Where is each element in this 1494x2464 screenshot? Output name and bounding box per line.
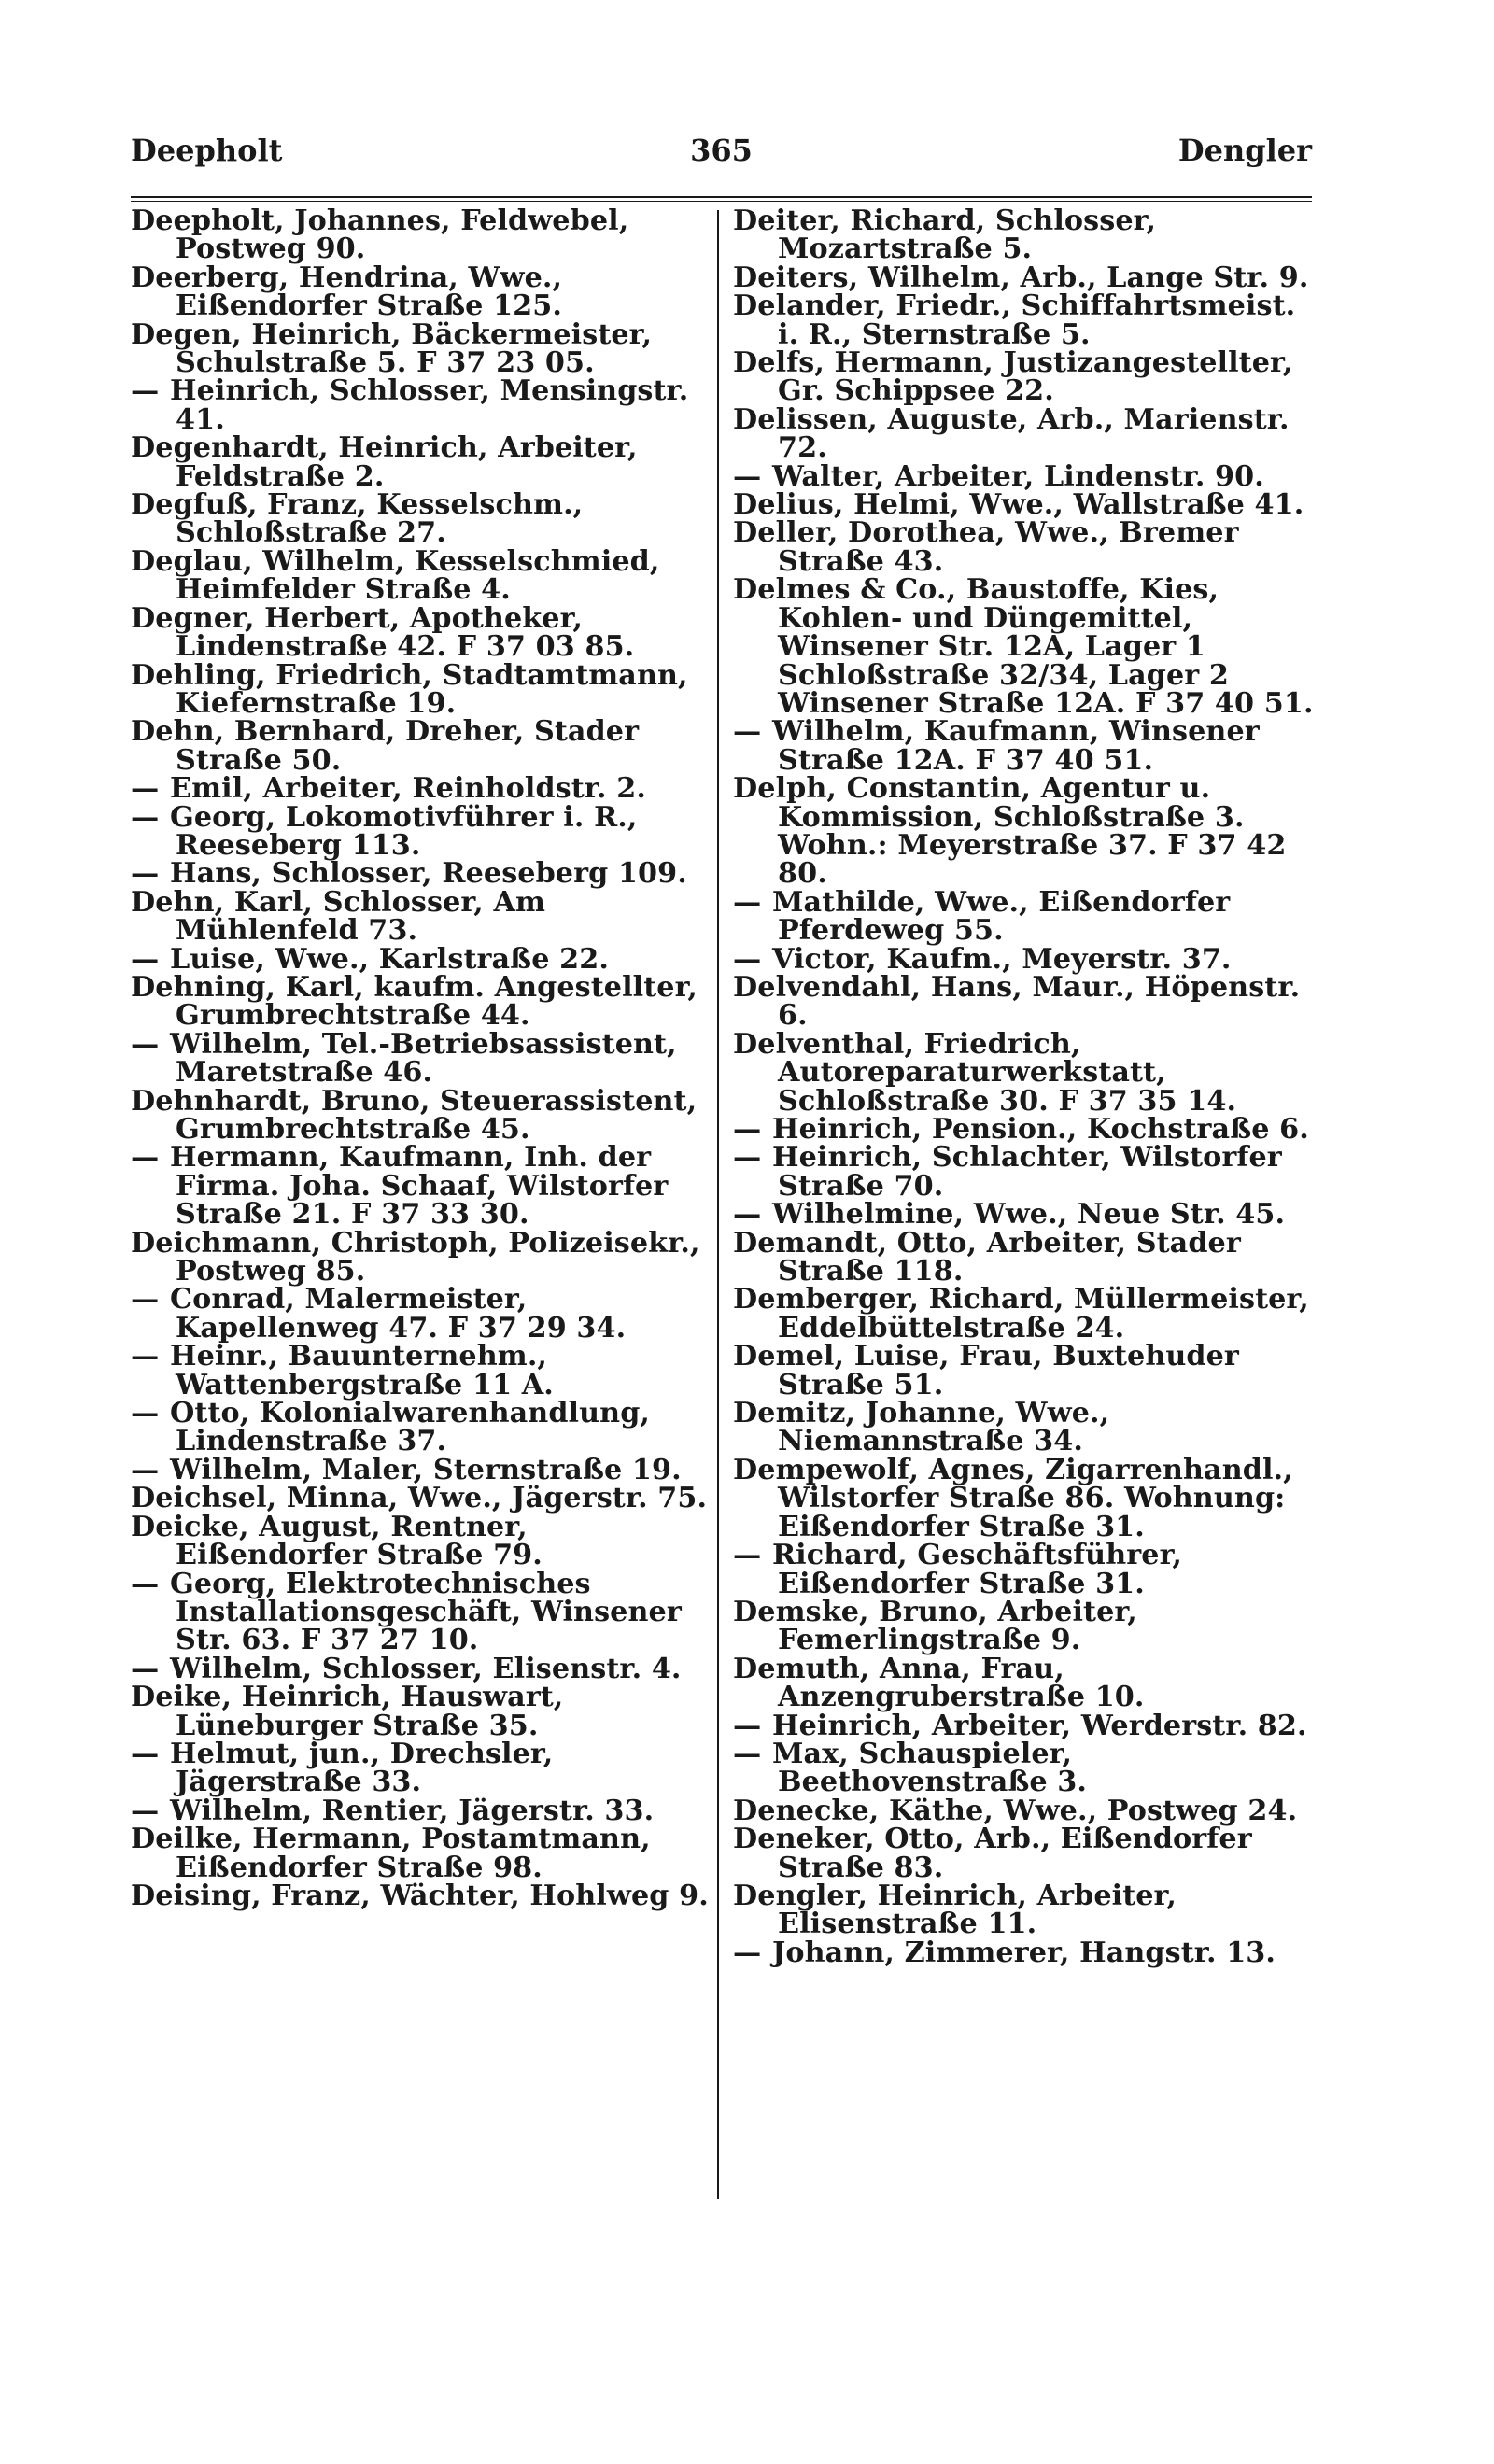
entry-text: Demuth, Anna, Frau, Anzengruberstraße 10.: [733, 1652, 1145, 1714]
entry-text: Delissen, Auguste, Arb., Marienstr. 72.: [733, 402, 1290, 465]
repeat-name-dash: —: [733, 1709, 762, 1742]
directory-entry: [131, 1825, 712, 1882]
directory-entry: [131, 772, 712, 806]
right-column: [733, 204, 1314, 1969]
entry-text: Wilhelm, Maler, Sternstraße 19.: [170, 1453, 682, 1486]
directory-entry: [733, 1226, 1314, 1288]
directory-entry: [733, 772, 1314, 891]
entry-text: Deike, Heinrich, Hauswart, Lüneburger Straße 35.: [131, 1681, 564, 1742]
entry-text: Delius, Helmi, Wwe., Wallstraße 41.: [733, 488, 1304, 522]
header-rule-thin: [131, 201, 1312, 202]
repeat-name-dash: —: [733, 1141, 762, 1175]
repeat-name-dash: —: [733, 1113, 762, 1146]
repeat-name-dash: —: [131, 1027, 160, 1061]
repeat-name-dash: —: [131, 1453, 160, 1486]
entry-text: Dehn, Karl, Schlosser, Am Mühlenfeld 73.: [131, 885, 546, 948]
directory-entry: [131, 1397, 712, 1458]
directory-entry: [733, 1595, 1314, 1657]
repeat-name-dash: —: [131, 857, 160, 891]
entry-text: Deepholt, Johannes, Feldwebel, Postweg 90.: [131, 204, 629, 266]
entry-text: Dehling, Friedrich, Stadtamtmann, Kiefernstraße 19.: [131, 658, 688, 720]
directory-entry: [131, 1482, 712, 1515]
entry-text: Denecke, Käthe, Wwe., Postweg 24.: [733, 1794, 1298, 1827]
page-header: [131, 133, 1312, 181]
directory-entry: [131, 1340, 712, 1401]
directory-entry: [733, 488, 1314, 522]
entry-text: Delph, Constantin, Agentur u. Kommission, Schloßstraße 3. Wohn.: Meyerstraße 37. F 37 42 80.: [733, 772, 1287, 891]
entry-text: Demberger, Richard, Müllermeister, Eddelbüttelstraße 24.: [733, 1283, 1309, 1345]
entry-text: Georg, Lokomotivführer i. R., Reeseberg 113.: [170, 800, 638, 862]
entry-text: Luise, Wwe., Karlstraße 22.: [170, 942, 609, 976]
directory-entry: [733, 1652, 1314, 1714]
directory-entry: [733, 942, 1314, 976]
directory-entry: [733, 289, 1314, 351]
entry-text: Demandt, Otto, Arbeiter, Stader Straße 118.: [733, 1226, 1241, 1288]
entry-text: Conrad, Malermeister, Kapellenweg 47. F 37 29 34.: [170, 1283, 627, 1345]
entry-text: Wilhelm, Rentier, Jägerstr. 33.: [170, 1794, 655, 1827]
repeat-name-dash: —: [131, 1340, 160, 1373]
entry-text: Delfs, Hermann, Justizangestellter, Gr. Schippsee 22.: [733, 346, 1293, 408]
directory-entry: [131, 1737, 712, 1799]
entry-text: Emil, Arbeiter, Reinholdstr. 2.: [170, 772, 646, 806]
entry-text: Delander, Friedr., Schiffahrtsmeist. i. R., Sternstraße 5.: [733, 289, 1296, 351]
entry-text: Degenhardt, Heinrich, Arbeiter, Feldstraße 2.: [131, 431, 638, 493]
directory-entry: [733, 346, 1314, 408]
directory-entry: [131, 1453, 712, 1486]
directory-entry: [131, 1226, 712, 1288]
entry-text: Dempewolf, Agnes, Zigarrenhandl., Wilstorfer Straße 86. Wohnung: Eißendorfer Straße 31.: [733, 1453, 1293, 1543]
repeat-name-dash: —: [733, 1539, 762, 1572]
entry-text: Helmut, jun., Drechsler, Jägerstraße 33.: [170, 1737, 554, 1799]
entry-text: Deilke, Hermann, Postamtmann, Eißendorfer Straße 98.: [131, 1823, 651, 1884]
directory-entry: [131, 374, 712, 436]
entry-text: Degen, Heinrich, Bäckermeister, Schulstraße 5. F 37 23 05.: [131, 317, 653, 380]
entry-text: Dehning, Karl, kaufm. Angestellter, Grumbrechtstraße 44.: [131, 970, 698, 1033]
header-rule: [131, 196, 1312, 198]
directory-entry: [131, 1879, 712, 1912]
entry-text: Deller, Dorothea, Wwe., Bremer Straße 43.: [733, 516, 1239, 578]
directory-entry: [733, 1737, 1314, 1799]
directory-entry: [131, 601, 712, 664]
directory-entry: [733, 1936, 1314, 1969]
repeat-name-dash: —: [131, 374, 160, 408]
directory-entry: [131, 317, 712, 380]
entry-text: Wilhelm, Kaufmann, Winsener Straße 12A. F 37 40 51.: [772, 715, 1260, 777]
entry-text: Wilhelm, Tel.-Betriebsassistent, Maretstraße 46.: [170, 1027, 677, 1090]
entry-text: Deichsel, Minna, Wwe., Jägerstr. 75.: [131, 1482, 708, 1515]
repeat-name-dash: —: [131, 942, 160, 976]
page-number: 365: [690, 133, 753, 168]
directory-entry: [733, 1453, 1314, 1543]
directory-entry: [733, 516, 1314, 578]
directory-entry: [131, 1510, 712, 1572]
entry-text: Deicke, August, Rentner, Eißendorfer Straße 79.: [131, 1510, 543, 1572]
entry-text: Wilhelm, Schlosser, Elisenstr. 4.: [170, 1652, 682, 1685]
directory-entry: [131, 260, 712, 323]
repeat-name-dash: —: [131, 1397, 160, 1430]
repeat-name-dash: —: [131, 1283, 160, 1316]
directory-entry: [733, 260, 1314, 294]
repeat-name-dash: —: [733, 942, 762, 976]
directory-entry: [131, 1652, 712, 1685]
directory-entry: [131, 1567, 712, 1657]
directory-entry: [733, 1198, 1314, 1232]
directory-entry: [733, 1340, 1314, 1401]
entry-text: Heinrich, Pension., Kochstraße 6.: [772, 1113, 1309, 1146]
directory-entry: [733, 1825, 1314, 1882]
left-column: [131, 204, 712, 1912]
directory-entry: [733, 885, 1314, 948]
directory-entry: [733, 459, 1314, 493]
repeat-name-dash: —: [733, 1936, 762, 1969]
directory-entry: [733, 204, 1314, 266]
directory-entry: [131, 857, 712, 891]
directory-entry: [131, 488, 712, 550]
entry-text: Delventhal, Friedrich, Autoreparaturwerkstatt, Schloßstraße 30. F 37 35 14.: [733, 1027, 1237, 1118]
repeat-name-dash: —: [131, 1794, 160, 1827]
repeat-name-dash: —: [131, 1141, 160, 1175]
directory-entry: [733, 402, 1314, 465]
entry-text: Heinrich, Schlachter, Wilstorfer Straße 70.: [772, 1141, 1282, 1203]
directory-entry: [733, 1397, 1314, 1458]
directory-entry: [733, 970, 1314, 1033]
entry-text: Delmes & Co., Baustoffe, Kies, Kohlen- und Düngemittel, Winsener Str. 12A, Lager 1 Schloßstraße 32/34, Lager 2 Winsener Straße 12A. F 37 40 51.: [733, 573, 1314, 720]
header-last-name: Dengler: [1177, 133, 1312, 168]
entry-text: Demel, Luise, Frau, Buxtehuder Straße 51.: [733, 1340, 1239, 1401]
directory-entry: [131, 544, 712, 607]
directory-entry: [131, 800, 712, 862]
directory-entry: [131, 970, 712, 1033]
entry-text: Johann, Zimmerer, Hangstr. 13.: [772, 1936, 1276, 1969]
entry-text: Dengler, Heinrich, Arbeiter, Elisenstraße 11.: [733, 1879, 1177, 1941]
repeat-name-dash: —: [733, 885, 762, 919]
directory-entry: [131, 942, 712, 976]
entry-text: Deneker, Otto, Arb., Eißendorfer Straße 83.: [733, 1823, 1252, 1884]
directory-entry: [733, 573, 1314, 720]
directory-entry: [131, 1084, 712, 1146]
repeat-name-dash: —: [733, 459, 762, 493]
repeat-name-dash: —: [131, 1652, 160, 1685]
directory-entry: [733, 715, 1314, 777]
entry-text: Deiters, Wilhelm, Arb., Lange Str. 9.: [733, 260, 1309, 294]
entry-text: Delvendahl, Hans, Maur., Höpenstr. 6.: [733, 970, 1301, 1033]
entry-text: Otto, Kolonialwarenhandlung, Lindenstraße 37.: [170, 1397, 651, 1458]
directory-entry: [733, 1709, 1314, 1742]
repeat-name-dash: —: [131, 1737, 160, 1770]
repeat-name-dash: —: [733, 1737, 762, 1770]
directory-entry: [733, 1539, 1314, 1600]
entry-text: Deerberg, Hendrina, Wwe., Eißendorfer Straße 125.: [131, 260, 563, 323]
directory-entry: [131, 658, 712, 720]
entry-text: Richard, Geschäftsführer, Eißendorfer Straße 31.: [772, 1539, 1182, 1600]
directory-entry: [131, 1141, 712, 1232]
entry-text: Degfuß, Franz, Kesselschm., Schloßstraße 27.: [131, 488, 584, 550]
entry-text: Dehnhardt, Bruno, Steuerassistent, Grumbrechtstraße 45.: [131, 1084, 698, 1146]
entry-text: Mathilde, Wwe., Eißendorfer Pferdeweg 55.: [772, 885, 1231, 948]
directory-entry: [733, 1794, 1314, 1827]
entry-text: Deglau, Wilhelm, Kesselschmied, Heimfelder Straße 4.: [131, 544, 660, 607]
repeat-name-dash: —: [733, 715, 762, 749]
entry-text: Deichmann, Christoph, Polizeisekr., Postweg 85.: [131, 1226, 700, 1288]
entry-text: Demitz, Johanne, Wwe., Niemannstraße 34.: [733, 1397, 1110, 1458]
entry-text: Walter, Arbeiter, Lindenstr. 90.: [772, 459, 1264, 493]
directory-entry: [733, 1141, 1314, 1203]
repeat-name-dash: —: [131, 772, 160, 806]
entry-text: Georg, Elektrotechnisches Installationsgeschäft, Winsener Str. 63. F 37 27 10.: [170, 1567, 682, 1657]
entry-text: Heinrich, Schlosser, Mensingstr. 41.: [170, 374, 689, 436]
entry-text: Hans, Schlosser, Reeseberg 109.: [170, 857, 687, 891]
directory-entry: [131, 1283, 712, 1345]
header-first-name: Deepholt: [131, 133, 283, 168]
entry-text: Hermann, Kaufmann, Inh. der Firma. Joha. Schaaf, Wilstorfer Straße 21. F 37 33 30.: [170, 1141, 669, 1232]
directory-entry: [131, 1027, 712, 1090]
repeat-name-dash: —: [131, 1567, 160, 1600]
directory-entry: [131, 431, 712, 493]
directory-entry: [131, 885, 712, 948]
repeat-name-dash: —: [131, 800, 160, 834]
entry-text: Demske, Bruno, Arbeiter, Femerlingstraße 9.: [733, 1595, 1137, 1657]
repeat-name-dash: —: [733, 1198, 762, 1232]
column-divider: [717, 210, 719, 2199]
entry-text: Max, Schauspieler, Beethovenstraße 3.: [772, 1737, 1088, 1799]
entry-text: Deiter, Richard, Schlosser, Mozartstraße 5.: [733, 204, 1157, 266]
entry-text: Deising, Franz, Wächter, Hohlweg 9.: [131, 1879, 709, 1912]
entry-text: Victor, Kaufm., Meyerstr. 37.: [772, 942, 1232, 976]
directory-entry: [733, 1027, 1314, 1118]
entry-text: Heinrich, Arbeiter, Werderstr. 82.: [772, 1709, 1307, 1742]
entry-text: Heinr., Bauunternehm., Wattenbergstraße 11 A.: [170, 1340, 554, 1401]
entry-text: Dehn, Bernhard, Dreher, Stader Straße 50.: [131, 715, 640, 777]
directory-entry: [131, 1683, 712, 1740]
directory-entry: [131, 1794, 712, 1827]
directory-entry: [131, 204, 712, 266]
entry-text: Degner, Herbert, Apotheker, Lindenstraße 42. F 37 03 85.: [131, 601, 635, 664]
directory-entry: [131, 715, 712, 777]
directory-entry: [733, 1879, 1314, 1941]
directory-entry: [733, 1283, 1314, 1345]
directory-entry: [733, 1113, 1314, 1146]
entry-text: Wilhelmine, Wwe., Neue Str. 45.: [772, 1198, 1286, 1232]
